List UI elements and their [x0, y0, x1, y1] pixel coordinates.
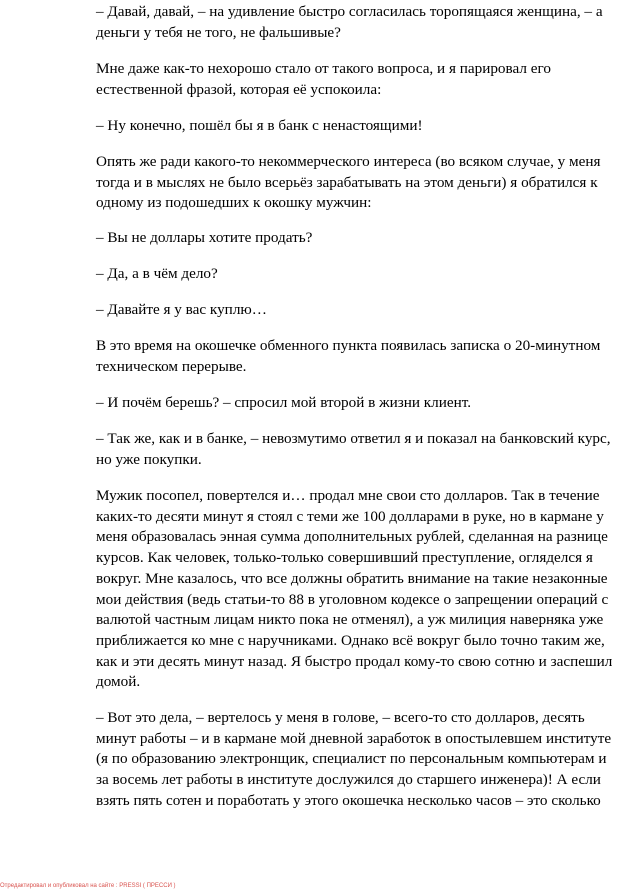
paragraph-line: вокруг. Мне казалось, что все должны обратить внимание на такие незаконные [96, 569, 608, 587]
paragraph-line: – Да, а в чём дело? [96, 265, 218, 282]
paragraph [96, 2, 603, 43]
paragraph [96, 708, 611, 812]
paragraph-line: техническом перерыве. [96, 357, 247, 375]
paragraph-line: курсов. Как человек, только-только совершивший преступление, огляделся я [96, 549, 593, 567]
paragraph-line: за восемь лет работы в институте дослужился до старшего инженера)! А если [96, 771, 601, 789]
paragraph-line: домой. [96, 673, 141, 691]
paragraph-line: – Давайте я у вас куплю… [96, 301, 267, 318]
paragraph-line: меня образовалась энная сумма дополнительных рублей, сделанная на разнице [96, 528, 608, 546]
paragraph [96, 393, 471, 414]
paragraph-line: естественной фразой, которая её успокоила: [96, 80, 382, 98]
paragraph-line: как и эти десять минут назад. Я быстро продал кому-то свою сотню и заспешил [96, 652, 613, 670]
paragraph [96, 228, 312, 249]
paragraph-line: – И почём берешь? – спросил мой второй в жизни клиент. [96, 394, 472, 411]
paragraph [96, 486, 612, 693]
paragraph-line: – Ну конечно, пошёл бы я в банк с ненастоящими! [96, 117, 423, 134]
paragraph-line: Мужик посопел, повертелся и… продал мне свои сто долларов. Так в течение [96, 487, 600, 504]
paragraph [96, 300, 267, 321]
paragraph-line: Опять же ради какого-то некоммерческого интереса (во всяком случае, у меня [96, 153, 601, 170]
paragraph [96, 264, 218, 285]
paragraph-line: приближается ко мне с наручниками. Однако всё вокруг было точно таким же, [96, 631, 605, 649]
paragraph-line: В это время на окошечке обменного пункта появилась записка о 20-минутном [96, 337, 601, 354]
paragraph [96, 429, 611, 470]
paragraph [96, 116, 423, 137]
paragraph-line: мои действия (ведь статьи-то 88 в уголовном кодексе о запрещении операций с [96, 590, 609, 608]
paragraph [96, 152, 601, 214]
paragraph-line: но уже покупки. [96, 450, 202, 468]
paragraph [96, 336, 600, 377]
paragraph-line: – Вы не доллары хотите продать? [96, 229, 313, 246]
paragraph [96, 59, 551, 100]
paragraph-line: взять пять сотен и поработать у этого окошечка несколько часов – это сколько [96, 791, 601, 809]
paragraph-line: деньги у тебя не того, не фальшивые? [96, 23, 341, 41]
paragraph-line: минут работы – и в кармане мой дневной заработок в опостылевшем институте [96, 729, 612, 747]
paragraph-line: – Так же, как и в банке, – невозмутимо ответил я и показал на банковский курс, [96, 430, 611, 447]
paragraph-line: Мне даже как-то нехорошо стало от такого вопроса, и я парировал его [96, 60, 551, 77]
footer-watermark: Отредактировал и опубликовал на сайте : PRESSI ( ПРЕССИ ) [0, 883, 176, 889]
paragraph-line: каких-то десяти минут я стоял с теми же 100 долларами в руке, но в кармане у [96, 507, 604, 525]
paragraph-line: тогда и в мыслях не было всерьёз зарабатывать на этом деньги) я обратился к [96, 173, 598, 191]
paragraph-line: одному из подошедших к окошку мужчин: [96, 194, 372, 212]
paragraph-line: – Вот это дела, – вертелось у меня в голове, – всего-то сто долларов, десять [96, 709, 585, 726]
paragraph-line: (я по образованию электронщик, специалист по персональным компьютерам и [96, 750, 607, 768]
paragraph-line: валютой частным лицам никто пока не отменял), а уж милиция наверняка уже [96, 611, 604, 629]
paragraph-line: – Давай, давай, – на удивление быстро согласилась торопящаяся женщина, – а [96, 3, 603, 20]
